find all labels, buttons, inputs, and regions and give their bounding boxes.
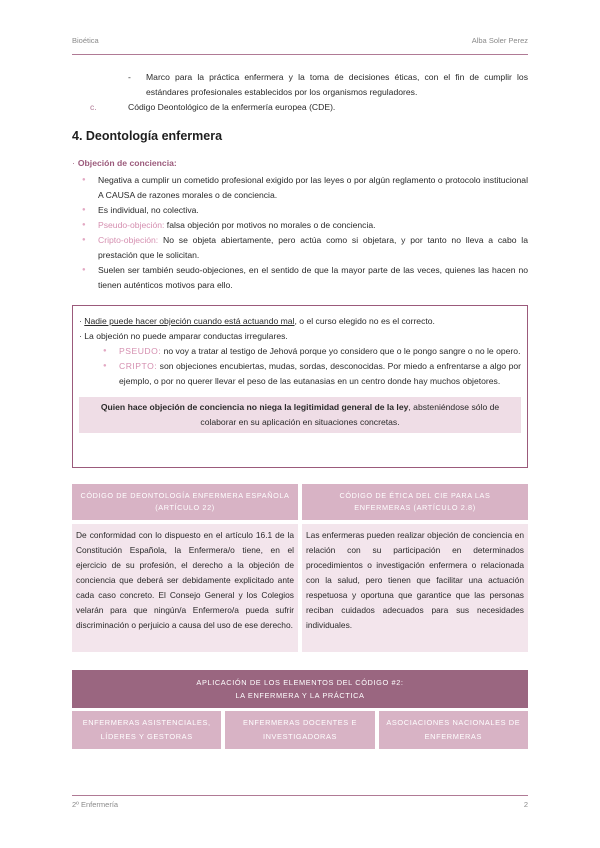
- table-cell: De conformidad con lo dispuesto en el artículo 16.1 de la Constitución Española, la Enfermera/o tiene, en el ejercicio de su profesión, el derecho a la objeción de conciencia que deberá ser debidamente explicitado ante cada caso concreto. El Consejo General y los Colegios velarán para que ningún/a Enfermero/a pueda sufrir discriminación o perjuicio a causa del uso de ese derecho.: [72, 524, 298, 652]
- item-text: no voy a tratar al testigo de Jehová porque yo considero que o le pongo sangre o no le opero.: [161, 346, 521, 356]
- aplicacion-title-1: APLICACIÓN DE LOS ELEMENTOS DEL CÓDIGO #2:: [196, 678, 404, 687]
- header-subject: Bioética: [72, 36, 99, 45]
- item-prefix: PSEUDO:: [119, 346, 162, 356]
- list-item: [98, 233, 528, 263]
- list-item: [98, 263, 528, 293]
- page-header: [72, 36, 528, 52]
- highlight-note: [79, 397, 521, 433]
- box-line-1-rest: , o el curso elegido no es el correcto.: [294, 316, 435, 326]
- list-item: [98, 173, 528, 203]
- item-text: Es individual, no colectiva.: [98, 205, 199, 215]
- page-footer: [72, 800, 528, 809]
- list-item: [98, 203, 528, 218]
- box-underlined-text: Nadie puede hacer objeción cuando está actuando mal: [84, 316, 295, 326]
- objecion-box: [72, 305, 528, 468]
- box-line-1: [79, 314, 521, 329]
- item-text: Negativa a cumplir un cometido profesional exigido por las leyes o por algún reglamento o protocolo institucional A CAUSA de razones morales o de conciencia.: [98, 175, 528, 200]
- highlight-bold: Quien hace objeción de conciencia no niega la legitimidad general de la ley: [100, 402, 409, 412]
- intro-dash-text: Marco para la práctica enfermera y la toma de decisiones éticas, con el fin de cumplir los estándares profesionales establecidos por los organismos reguladores.: [146, 72, 528, 97]
- box-line-2-text: La objeción no puede amparar conductas irregulares.: [84, 331, 288, 341]
- footer-course: 2º Enfermería: [72, 800, 119, 809]
- footer-divider: [72, 795, 528, 796]
- aplicacion-cell: ENFERMERAS DOCENTES E INVESTIGADORAS: [225, 711, 374, 749]
- header-divider: [72, 54, 528, 55]
- objecion-title-text: Objeción de conciencia:: [77, 158, 177, 168]
- item-prefix: CRIPTO:: [119, 361, 158, 371]
- aplicacion-cell: ENFERMERAS ASISTENCIALES, LÍDERES Y GESTORAS: [72, 711, 221, 749]
- list-item: [119, 344, 521, 359]
- box-marker: ·: [79, 331, 82, 341]
- intro-c-item: [72, 100, 528, 115]
- dash-marker: -: [128, 72, 131, 82]
- intro-c-text: Código Deontológico de la enfermería europea (CDE).: [128, 102, 336, 112]
- item-text: No se objeta abiertamente, pero actúa como si objetara, y por tanto no lleva a cabo la prestación que le solicitan.: [98, 235, 528, 260]
- list-item: [119, 359, 521, 389]
- aplicacion-title-2: LA ENFERMERA Y LA PRÁCTICA: [235, 691, 365, 700]
- aplicacion-row: [72, 711, 528, 749]
- item-prefix: Pseudo-objeción:: [98, 220, 165, 230]
- item-text: Suelen ser también seudo-objeciones, en el sentido de que la mayor parte de las veces, quienes las hacen no tienen auténticos motivos para ello.: [98, 265, 528, 290]
- box-line-2: [79, 329, 521, 344]
- item-prefix: Cripto-objeción:: [98, 235, 159, 245]
- objecion-list: [72, 173, 528, 293]
- list-item: [98, 218, 528, 233]
- page-number: 2: [523, 800, 528, 809]
- highlight-rest: , absteniéndose sólo de colaborar en su aplicación en situaciones concretas.: [200, 402, 500, 427]
- intro-dash-item: [72, 70, 528, 100]
- list-marker-c: c.: [90, 102, 97, 112]
- item-text: son objeciones encubiertas, mudas, sordas, desconocidas. Por miedo a enfrentarse a algo por ejemplo, o por no querer llevar el peso de las eutanasias en un centro donde hay muchos objetores.: [119, 361, 521, 386]
- main-content: [72, 70, 528, 293]
- box-marker: ·: [79, 316, 82, 326]
- header-author: Alba Soler Perez: [471, 36, 528, 45]
- box-list: [79, 344, 521, 389]
- table-cell: Las enfermeras pueden realizar objeción de conciencia en relación con su participación en determinados procedimientos o investigación enfermera o relacionada con la salud, pero tienen que facilitar una actuación respetuosa y oportuna que garantice que las personas reciban cuidados adecuados para sus necesidades individuales.: [302, 524, 528, 652]
- table-header: CÓDIGO DE ÉTICA DEL CIE PARA LAS ENFERMERAS (ARTÍCULO 2.8): [302, 484, 528, 520]
- codes-table: [72, 484, 528, 652]
- section-title: 4. Deontología enfermera: [72, 129, 223, 143]
- objecion-marker: ·: [72, 158, 75, 168]
- table-header: CÓDIGO DE DEONTOLOGÍA ENFERMERA ESPAÑOLA (ARTÍCULO 22): [72, 484, 298, 520]
- aplicacion-banner: [72, 670, 528, 708]
- objecion-title: [72, 156, 528, 171]
- item-text: falsa objeción por motivos no morales o de conciencia.: [164, 220, 376, 230]
- aplicacion-cell: ASOCIACIONES NACIONALES DE ENFERMERAS: [379, 711, 528, 749]
